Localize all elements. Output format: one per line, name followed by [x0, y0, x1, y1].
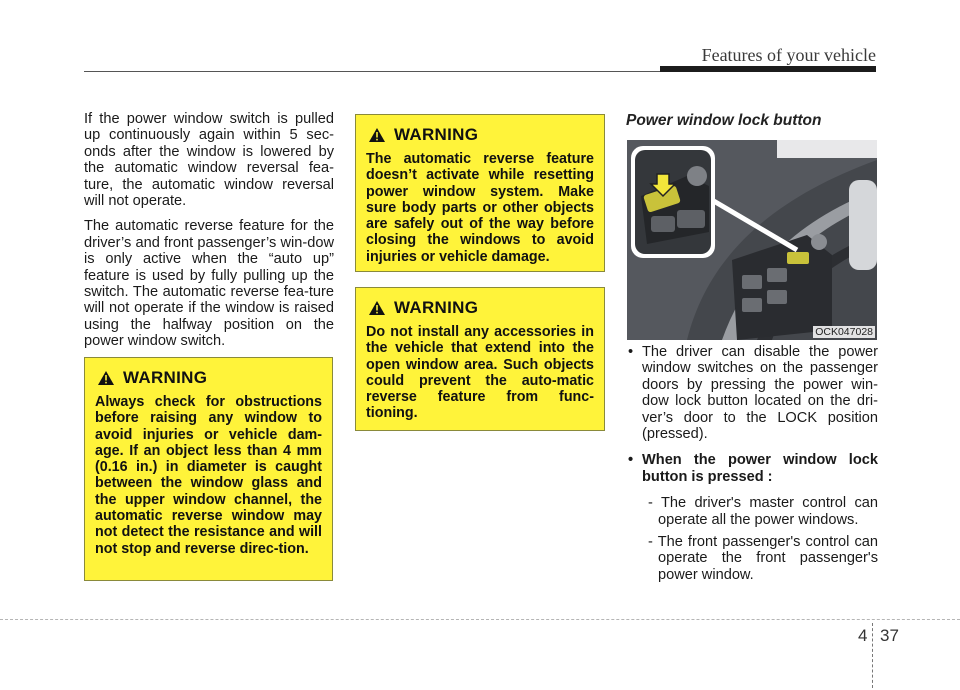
- warning-box-reset: [355, 114, 605, 272]
- warning-title: WARNING: [394, 298, 479, 317]
- warning-triangle-icon: [368, 300, 386, 316]
- power-window-lock-figure: [627, 140, 877, 340]
- warning-triangle-icon: [368, 127, 386, 143]
- page-header-title: Features of your vehicle: [701, 45, 876, 65]
- warning-text: The automatic reverse feature doesn’t activate while resetting power window system. Make sure body parts or other objects are safely out of the way before closing the windows to avoid injuries or vehicle damage.: [366, 151, 594, 265]
- header-rule-accent: [660, 66, 876, 72]
- section-heading: Power window lock button: [626, 112, 822, 129]
- bullet-text: When the power window lock button is pressed :: [642, 452, 878, 485]
- warning-title: WARNING: [123, 368, 208, 387]
- door-switch-illustration: [627, 140, 877, 340]
- list-item: [626, 452, 878, 485]
- section-number: 4: [858, 626, 868, 645]
- lock-button-description: [626, 344, 878, 589]
- page-number: 37: [880, 626, 899, 645]
- body-column-left: [84, 111, 334, 359]
- sub-list-item: - The front passenger's control can operate the front passenger's power window.: [648, 534, 878, 583]
- warning-text: Do not install any accessories in the vehicle that extend into the open window area. Such objects could prevent the auto-matic reverse feature from func-tioning.: [366, 324, 594, 422]
- bullet-text: The driver can disable the power window switches on the passenger doors by pressing the power win-dow lock button located on the dri-ver’s door to the LOCK position (pressed).: [642, 344, 878, 443]
- paragraph-auto-reversal: If the power window switch is pulled up continuously again within 5 sec-onds after the window is lowered by the automatic window reversal fea-ture, the automatic window reversal will not operate.: [84, 111, 334, 210]
- page-number-divider: [872, 623, 874, 688]
- bullet-dot: •: [628, 452, 634, 469]
- sub-list-item: - The driver's master control can operate all the power windows.: [648, 495, 878, 528]
- list-item: [626, 344, 878, 442]
- warning-triangle-icon: [97, 370, 115, 386]
- warning-box-accessories: [355, 287, 605, 431]
- paragraph-auto-reverse-feature: The automatic reverse feature for the driver’s and front passenger’s win-dow is only active when the “auto up” feature is used by fully pulling up the switch. The automatic reverse fea-ture will not operate if the window is raised using the halfway position on the power window switch.: [84, 218, 334, 350]
- footer-rule: [0, 619, 960, 620]
- figure-code: OCK047028: [815, 326, 873, 338]
- warning-title: WARNING: [394, 125, 479, 144]
- warning-text: Always check for obstructions before raising any window to avoid injuries or vehicle dam-age. If an object less than 4 mm (0.16 in.) in diameter is caught between the window glass and the upper window channel, the automatic reverse window may not detect the resistance and will not stop and reverse direc-tion.: [95, 394, 322, 557]
- bullet-dot: •: [628, 344, 634, 360]
- warning-box-obstructions: [84, 357, 333, 581]
